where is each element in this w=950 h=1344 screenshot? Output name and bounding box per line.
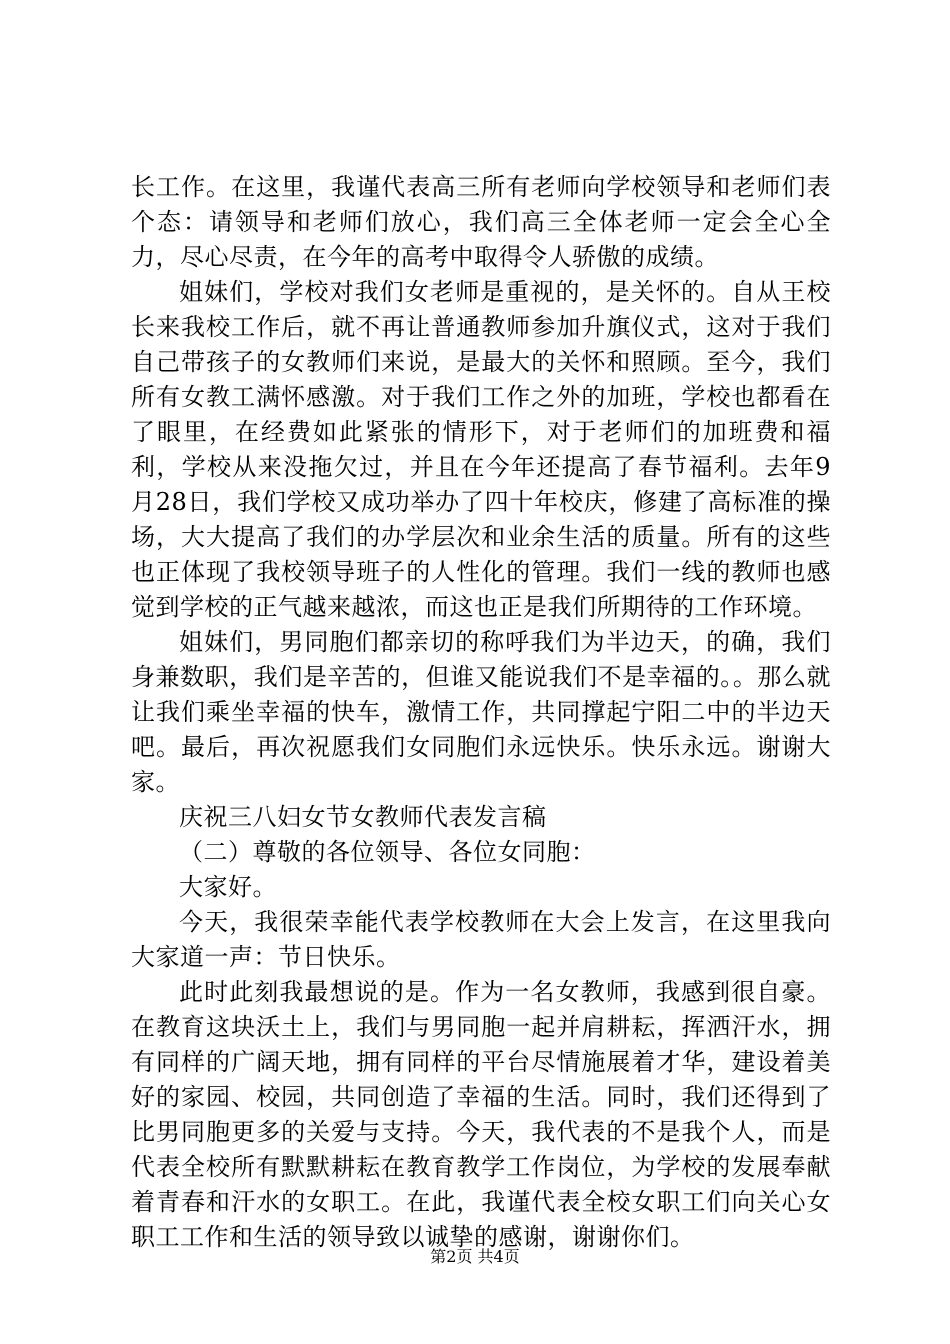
section-title: 庆祝三八妇女节女教师代表发言稿 [179,803,547,831]
paragraph-half-sky: 姐妹们，男同胞们都亲切的称呼我们为半边天，的确，我们身兼数职，我们是辛苦的，但谁又能说我们不是幸福的。。那么就让我们乘坐幸福的快车，激情工作，共同撑起宁阳二中的半边天吧。最后，再次祝愿我们女同胞们永远快乐。快乐永远。谢谢大家。 [131,628,831,796]
paragraph-continuation: 长工作。在这里，我谨代表高三所有老师向学校领导和老师们表个态：请领导和老师们放心，我们高三全体老师一定会全心全力，尽心尽责，在今年的高考中取得令人骄傲的成绩。 [131,173,831,271]
paragraph-school-care: 姐妹们，学校对我们女老师是重视的，是关怀的。自从王校长来我校工作后，就不再让普通教师参加升旗仪式，这对于我们自己带孩子的女教师们来说，是最大的关怀和照顾。至今，我们所有女教工满怀感激。对于我们工作之外的加班，学校也都看在了眼里，在经费如此紧张的情形下，对于老师们的加班费和福利，学校从来没拖欠过，并且在今年还提高了春节福利。去年9月28日，我们学校又成功举办了四十年校庆，修建了高标准的操场，大大提高了我们的办学层次和业余生活的质量。所有的这些也正体现了我校领导班子的人性化的管理。我们一线的教师也感觉到学校的正气越来越浓，而这也正是我们所期待的工作环境。 [131,278,831,621]
document-body [131,170,831,1255]
salutation: （二）尊敬的各位领导、各位女同胞： [179,838,596,866]
page-number: 第2页 共4页 [430,1247,520,1266]
paragraph-opening: 今天，我很荣幸能代表学校教师在大会上发言，在这里我向大家道一声：节日快乐。 [131,908,831,971]
page-footer [0,1247,950,1267]
paragraph-pride: 此时此刻我最想说的是。作为一名女教师，我感到很自豪。在教育这块沃土上，我们与男同胞一起并肩耕耘，挥洒汗水，拥有同样的广阔天地，拥有同样的平台尽情施展着才华，建设着美好的家园、校园，共同创造了幸福的生活。同时，我们还得到了比男同胞更多的关爱与支持。今天，我代表的不是我个人，而是代表全校所有默默耕耘在教育教学工作岗位，为学校的发展奉献着青春和汗水的女职工。在此，我谨代表全校女职工们向关心女职工工作和生活的领导致以诚挚的感谢，谢谢你们。 [131,978,831,1251]
greeting: 大家好。 [179,873,277,901]
